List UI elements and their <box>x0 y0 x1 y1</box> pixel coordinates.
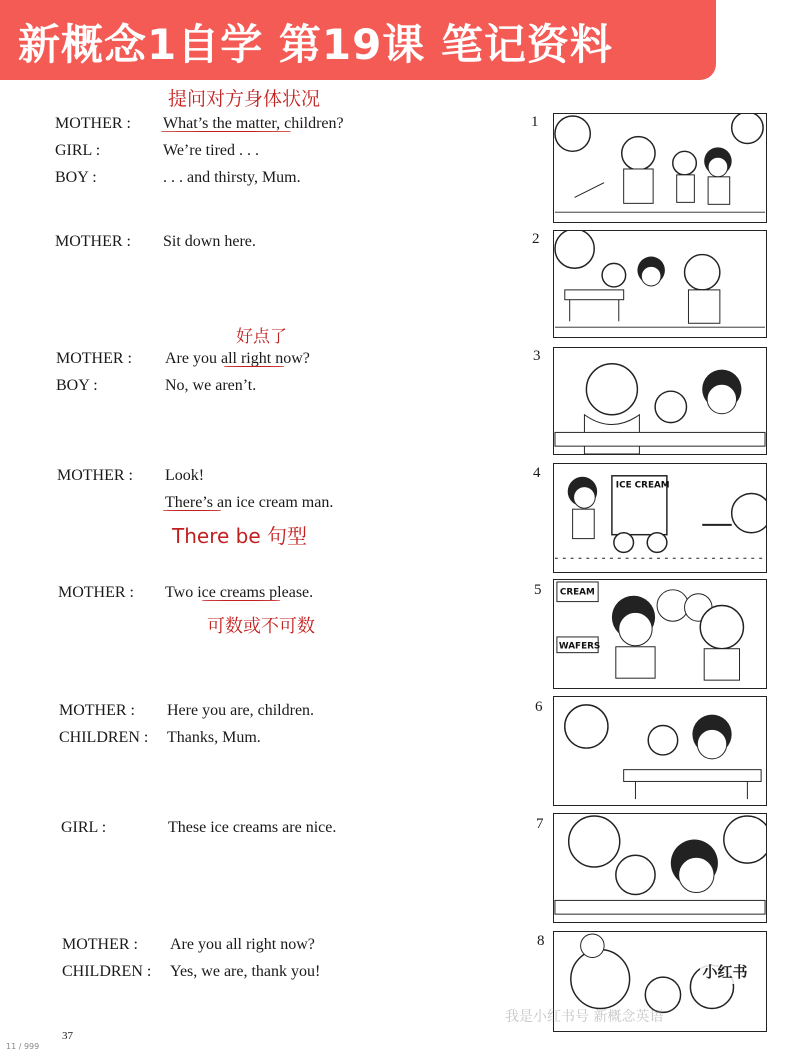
underline-matter <box>161 131 291 132</box>
banner-title: 新概念1自学 第19课 笔记资料 <box>18 20 613 69</box>
panel-number: 1 <box>531 114 539 130</box>
speaker-label: MOTHER : <box>56 350 132 367</box>
speaker-label: BOY : <box>55 169 97 186</box>
cartoon-panel-5 <box>553 579 767 689</box>
underline-theres <box>163 510 221 511</box>
panel-number: 2 <box>532 231 540 247</box>
speaker-label: GIRL : <box>55 142 101 159</box>
cartoon-panel-1 <box>553 113 767 223</box>
cartoon-panel-6 <box>553 696 767 806</box>
annotation-countable: 可数或不可数 <box>207 616 315 637</box>
panel-number: 8 <box>537 933 545 949</box>
dialogue-line: Are you all right now? <box>165 350 310 367</box>
cartoon-panel-7 <box>553 813 767 923</box>
dialogue-line: Are you all right now? <box>170 936 315 953</box>
speaker-label: MOTHER : <box>59 702 135 719</box>
panel-number: 4 <box>533 465 541 481</box>
speaker-label: CHILDREN : <box>59 729 149 746</box>
speaker-label: MOTHER : <box>55 115 131 132</box>
dialogue-line: . . . and thirsty, Mum. <box>163 169 301 186</box>
cream-sign: CREAM <box>559 587 595 598</box>
speaker-label: MOTHER : <box>58 584 134 601</box>
panel-number: 7 <box>536 816 544 832</box>
dialogue-line: We’re tired . . . <box>163 142 259 159</box>
underline-ice-creams <box>202 600 280 601</box>
title-banner <box>0 0 716 80</box>
wafers-sign: WAFERS <box>558 641 601 652</box>
ice-cream-sign: ICE CREAM <box>615 480 670 491</box>
watermark-text: 我是小红书号 新概念英语 <box>505 1009 664 1025</box>
dialogue-line: Look! <box>165 467 205 484</box>
dialogue-line: No, we aren’t. <box>165 377 257 394</box>
dialogue-line: These ice creams are nice. <box>168 819 337 836</box>
speaker-label: CHILDREN : <box>62 963 152 980</box>
annotation-all-right: 好点了 <box>236 327 287 347</box>
xiaohongshu-logo: 小红书 <box>700 960 750 984</box>
cartoon-panel-4 <box>553 463 767 573</box>
speaker-label: BOY : <box>56 377 98 394</box>
speaker-label: MOTHER : <box>57 467 133 484</box>
panel-number: 5 <box>534 582 542 598</box>
speaker-label: MOTHER : <box>62 936 138 953</box>
page-number: 37 <box>62 1030 73 1042</box>
dialogue-line: Two ice creams please. <box>165 584 314 601</box>
panel-number: 3 <box>533 348 541 364</box>
underline-all-right <box>224 366 284 367</box>
dialogue-line: Sit down here. <box>163 233 256 250</box>
speaker-label: MOTHER : <box>55 233 131 250</box>
dialogue-line: Here you are, children. <box>167 702 315 719</box>
cartoon-panel-3 <box>553 347 767 455</box>
park-family-illustration <box>554 114 766 222</box>
dialogue-line: What’s the matter, children? <box>163 115 344 132</box>
image-counter: 11 / 999 <box>6 1042 40 1051</box>
annotation-there-be: There be 句型 <box>172 524 307 548</box>
cartoon-panel-2 <box>553 230 767 338</box>
panel-number: 6 <box>535 699 543 715</box>
annotation-matter: 提问对方身体状况 <box>168 88 321 110</box>
dialogue-line: Yes, we are, thank you! <box>170 963 321 980</box>
speaker-label: GIRL : <box>61 819 107 836</box>
dialogue-line: Thanks, Mum. <box>167 729 261 746</box>
dialogue-line: There’s an ice cream man. <box>165 494 334 511</box>
